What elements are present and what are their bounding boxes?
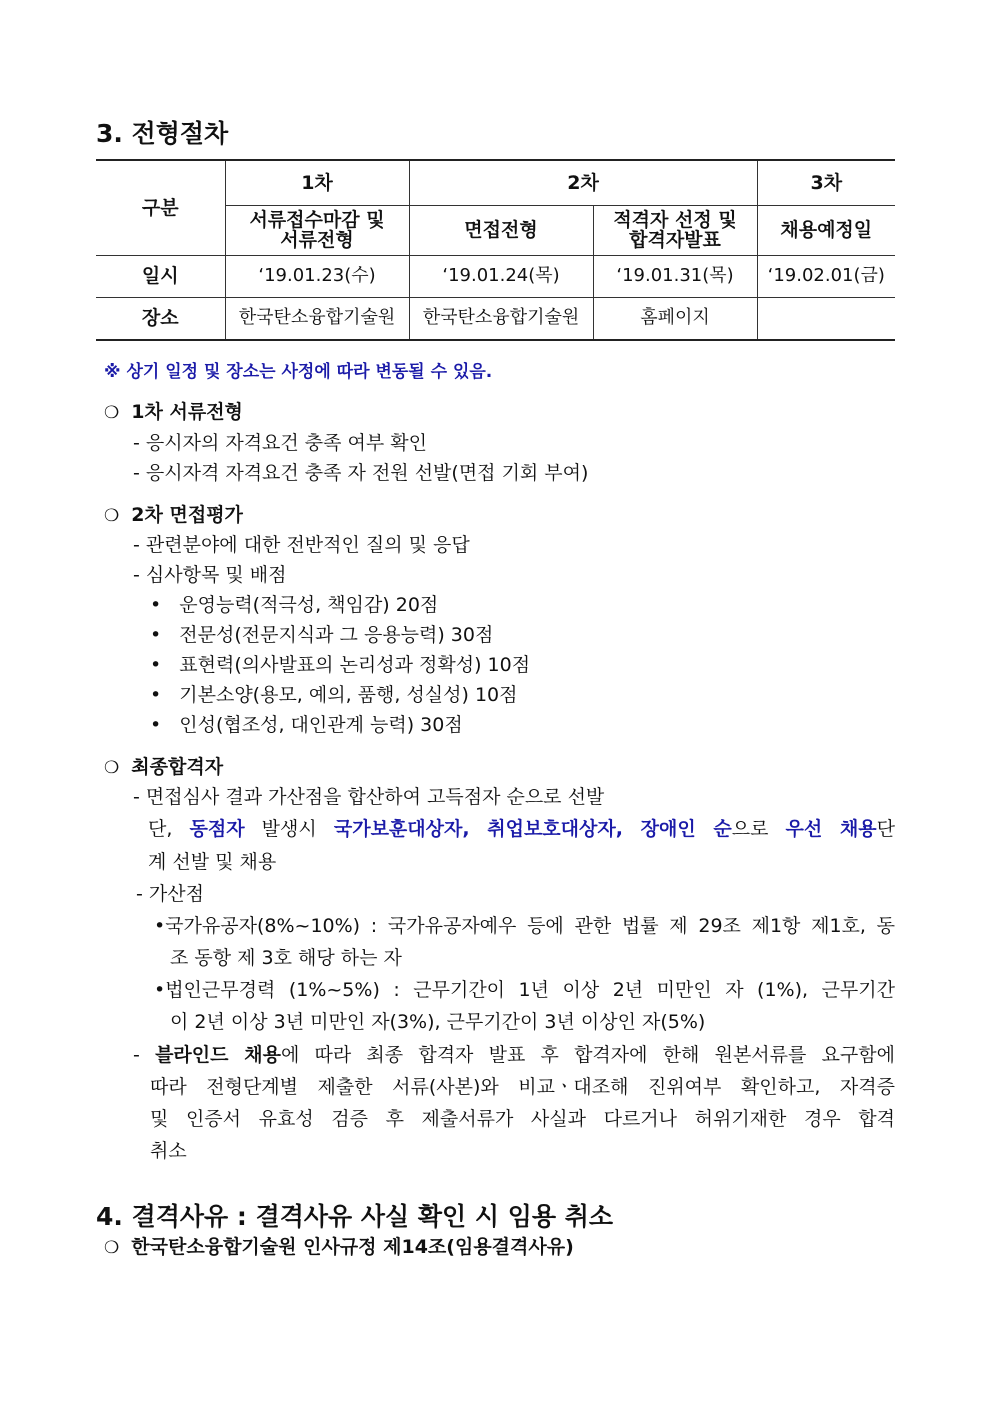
text-span: 발생시 bbox=[244, 818, 334, 840]
stage3-header: 3차 bbox=[757, 160, 895, 205]
bonus-item: •법인근무경력 (1%~5%) : 근무기간이 1년 이상 2년 미만인 자 (1%), 근무기간 bbox=[154, 979, 895, 1001]
date-cell: ‘19.01.31(목) bbox=[593, 255, 757, 297]
place-cell: 한국탄소융합기술원 bbox=[409, 297, 593, 340]
place-cell: 한국탄소융합기술원 bbox=[225, 297, 409, 340]
procedure-table bbox=[96, 159, 895, 341]
row-place-label: 장소 bbox=[96, 297, 225, 340]
sub-header-interview: 면접전형 bbox=[409, 205, 593, 255]
place-cell bbox=[757, 297, 895, 340]
sub-header-selection: 적격자 선정 및 합격자발표 bbox=[593, 205, 757, 255]
stage1-heading bbox=[104, 397, 243, 424]
dot-bullet-icon: • bbox=[150, 714, 162, 736]
bonus-item-cont: 이 2년 이상 3년 미만인 자(3%), 근무기간이 3년 이상인 자(5%) bbox=[170, 1011, 706, 1033]
text-span: 단, bbox=[148, 818, 190, 840]
criteria-item bbox=[150, 650, 530, 677]
sub-header-document: 서류접수마감 및 서류전형 bbox=[225, 205, 409, 255]
criteria-text: 전문성(전문지식과 그 응용능력) 30점 bbox=[179, 624, 494, 646]
criteria-text: 표현력(의사발표의 논리성과 정확성) 10점 bbox=[179, 654, 531, 676]
tie-highlight: 동점자 bbox=[189, 818, 245, 840]
stage2-heading bbox=[104, 500, 243, 527]
bonus-item-cont: 조 동항 제 3호 해당 하는 자 bbox=[170, 947, 402, 969]
circle-bullet-icon: ❍ bbox=[104, 1238, 120, 1258]
criteria-item bbox=[150, 620, 493, 647]
circle-bullet-icon: ❍ bbox=[104, 506, 120, 526]
blind-hiring-line bbox=[133, 1040, 895, 1067]
stage2-title: 2차 면접평가 bbox=[131, 504, 243, 526]
section3-title: 3. 전형절차 bbox=[96, 119, 229, 148]
stage1-header: 1차 bbox=[225, 160, 409, 205]
dot-bullet-icon: • bbox=[150, 624, 162, 646]
final-title: 최종합격자 bbox=[131, 756, 224, 778]
list-item: - 응시자의 자격요건 충족 여부 확인 bbox=[133, 432, 428, 454]
list-item: - 관련분야에 대한 전반적인 질의 및 응답 bbox=[133, 534, 470, 556]
sub-header-hiring-date: 채용예정일 bbox=[757, 205, 895, 255]
date-cell: ‘19.01.24(목) bbox=[409, 255, 593, 297]
dot-bullet-icon: • bbox=[150, 684, 162, 706]
text-span: 으로 bbox=[731, 818, 786, 840]
criteria-text: 운영능력(적극성, 책임감) 20점 bbox=[179, 594, 439, 616]
row-date-label: 일시 bbox=[96, 255, 225, 297]
final-priority-line bbox=[148, 814, 895, 841]
date-cell: ‘19.02.01(금) bbox=[757, 255, 895, 297]
criteria-item bbox=[150, 710, 463, 737]
table-head-label: 구분 bbox=[96, 160, 225, 255]
criteria-text: 인성(협조성, 대인관계 능력) 30점 bbox=[179, 714, 463, 736]
text-span: - bbox=[133, 1044, 156, 1066]
blind-hiring-highlight: 블라인드 채용 bbox=[155, 1044, 281, 1066]
text-span: 에 따라 최종 합격자 발표 후 합격자에 한해 원본서류를 요구함에 bbox=[280, 1044, 895, 1066]
section4-item bbox=[104, 1232, 574, 1259]
blind-hiring-line: 취소 bbox=[150, 1140, 187, 1162]
final-heading bbox=[104, 752, 223, 779]
dot-bullet-icon: • bbox=[150, 654, 162, 676]
text-span: 단 bbox=[876, 818, 896, 840]
final-line: - 면접심사 결과 가산점을 합산하여 고득점자 순으로 선발 bbox=[133, 786, 605, 808]
priority-hire-highlight: 우선 채용 bbox=[785, 818, 877, 840]
criteria-text: 기본소양(용모, 예의, 품행, 성실성) 10점 bbox=[179, 684, 518, 706]
date-cell: ‘19.01.23(수) bbox=[225, 255, 409, 297]
list-item: - 심사항목 및 배점 bbox=[133, 564, 287, 586]
bonus-title: - 가산점 bbox=[136, 883, 204, 905]
criteria-item bbox=[150, 590, 438, 617]
section4-title: 4. 결격사유 : 결격사유 사실 확인 시 임용 취소 bbox=[96, 1202, 614, 1231]
bonus-item: •국가유공자(8%~10%) : 국가유공자예우 등에 관한 법률 제 29조 제1항 제1호, 동 bbox=[154, 915, 895, 937]
section4-item-text: 한국탄소융합기술원 인사규정 제14조(임용결격사유) bbox=[131, 1236, 574, 1258]
place-cell: 홈페이지 bbox=[593, 297, 757, 340]
list-item: - 응시자격 자격요건 충족 자 전원 선발(면접 기회 부여) bbox=[133, 462, 589, 484]
stage2-header: 2차 bbox=[409, 160, 757, 205]
stage1-title: 1차 서류전형 bbox=[131, 401, 243, 423]
circle-bullet-icon: ❍ bbox=[104, 758, 120, 778]
criteria-item bbox=[150, 680, 518, 707]
dot-bullet-icon: • bbox=[150, 594, 162, 616]
circle-bullet-icon: ❍ bbox=[104, 403, 120, 423]
blind-hiring-line: 따라 전형단계별 제출한 서류(사본)와 비교ㆍ대조해 진위여부 확인하고, 자격증 bbox=[150, 1076, 895, 1098]
blind-hiring-line: 및 인증서 유효성 검증 후 제출서류가 사실과 다르거나 허위기재한 경우 합격 bbox=[150, 1108, 895, 1130]
priority-groups-highlight: 국가보훈대상자, 취업보호대상자, 장애인 순 bbox=[333, 818, 732, 840]
final-line: 계 선발 및 채용 bbox=[148, 851, 277, 873]
schedule-note: ※ 상기 일정 및 장소는 사정에 따라 변동될 수 있음. bbox=[104, 362, 493, 382]
